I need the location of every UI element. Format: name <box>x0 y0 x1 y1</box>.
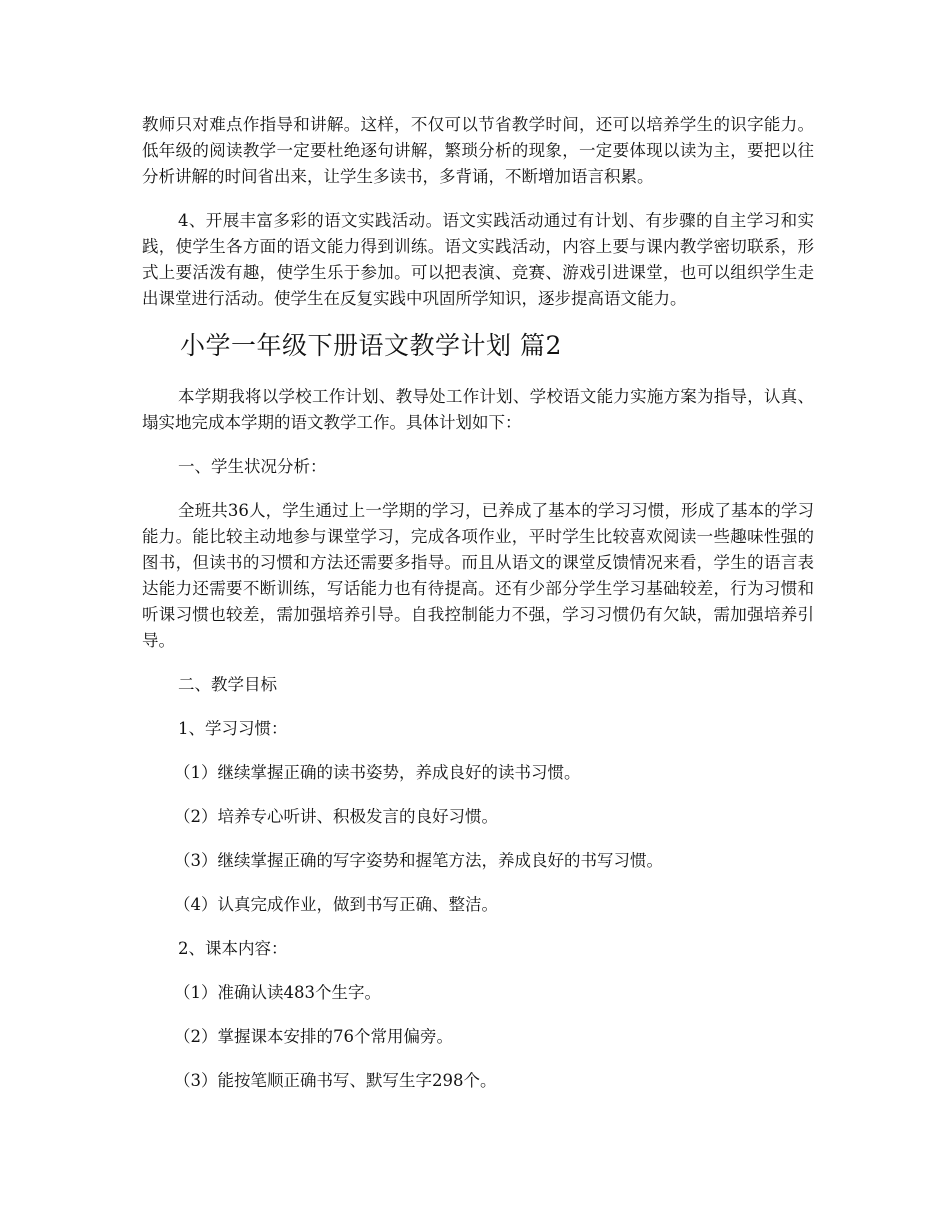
list-item: （2）培养专心听讲、积极发言的良好习惯。 <box>174 807 498 826</box>
content-title: 2、课本内容： <box>178 939 288 958</box>
paragraph-practice-activities: 4、开展丰富多彩的语文实践活动。语文实践活动通过有计划、有步骤的自主学习和实践，使学生各方面的语文能力得到训练。语文实践活动，内容上要与课内教学密切联系，形式上要活泼有趣，使学生乐于参加。可以把表演、竞赛、游戏引进课堂，也可以组织学生走出课堂进行活动。使学生在反复实践中巩固所学知识，逐步提高语文能力。 <box>142 211 814 308</box>
list-item: （3）继续掌握正确的写字姿势和握笔方法，养成良好的书写习惯。 <box>174 851 663 870</box>
list-item: （2）掌握课本安排的76个常用偏旁。 <box>174 1027 453 1046</box>
section-heading: 小学一年级下册语文教学计划 篇2 <box>180 331 562 360</box>
document-page <box>142 112 814 1094</box>
list-item: （1）继续掌握正确的读书姿势，养成良好的读书习惯。 <box>174 763 581 782</box>
habits-title: 1、学习习惯： <box>178 719 288 738</box>
section2-title: 二、教学目标 <box>178 675 277 694</box>
paragraph-intro: 本学期我将以学校工作计划、教导处工作计划、学校语文能力实施方案为指导，认真、塌实地完成本学期的语文教学工作。具体计划如下： <box>142 387 814 432</box>
paragraph-continued: 教师只对难点作指导和讲解。这样，不仅可以节省教学时间，还可以培养学生的识字能力。低年级的阅读教学一定要杜绝逐句讲解，繁琐分析的现象，一定要体现以读为主，要把以往分析讲解的时间省出来，让学生多读书，多背诵，不断增加语言积累。 <box>142 115 814 186</box>
section1-title: 一、学生状况分析： <box>178 457 327 476</box>
list-item: （1）准确认读483个生字。 <box>174 983 381 1002</box>
paragraph-student-analysis: 全班共36人，学生通过上一学期的学习，已养成了基本的学习习惯，形成了基本的学习能力。能比较主动地参与课堂学习，完成各项作业，平时学生比较喜欢阅读一些趣味性强的图书，但读书的习惯和方法还需要多指导。而且从语文的课堂反馈情况来看，学生的语言表达能力还需要不断训练，写话能力也有待提高。还有少部分学生学习基础较差，行为习惯和听课习惯也较差，需加强培养引导。自我控制能力不强，学习习惯仍有欠缺，需加强培养引导。 <box>142 501 814 650</box>
list-item: （4）认真完成作业，做到书写正确、整洁。 <box>174 895 498 914</box>
list-item: （3）能按笔顺正确书写、默写生字298个。 <box>174 1071 497 1090</box>
